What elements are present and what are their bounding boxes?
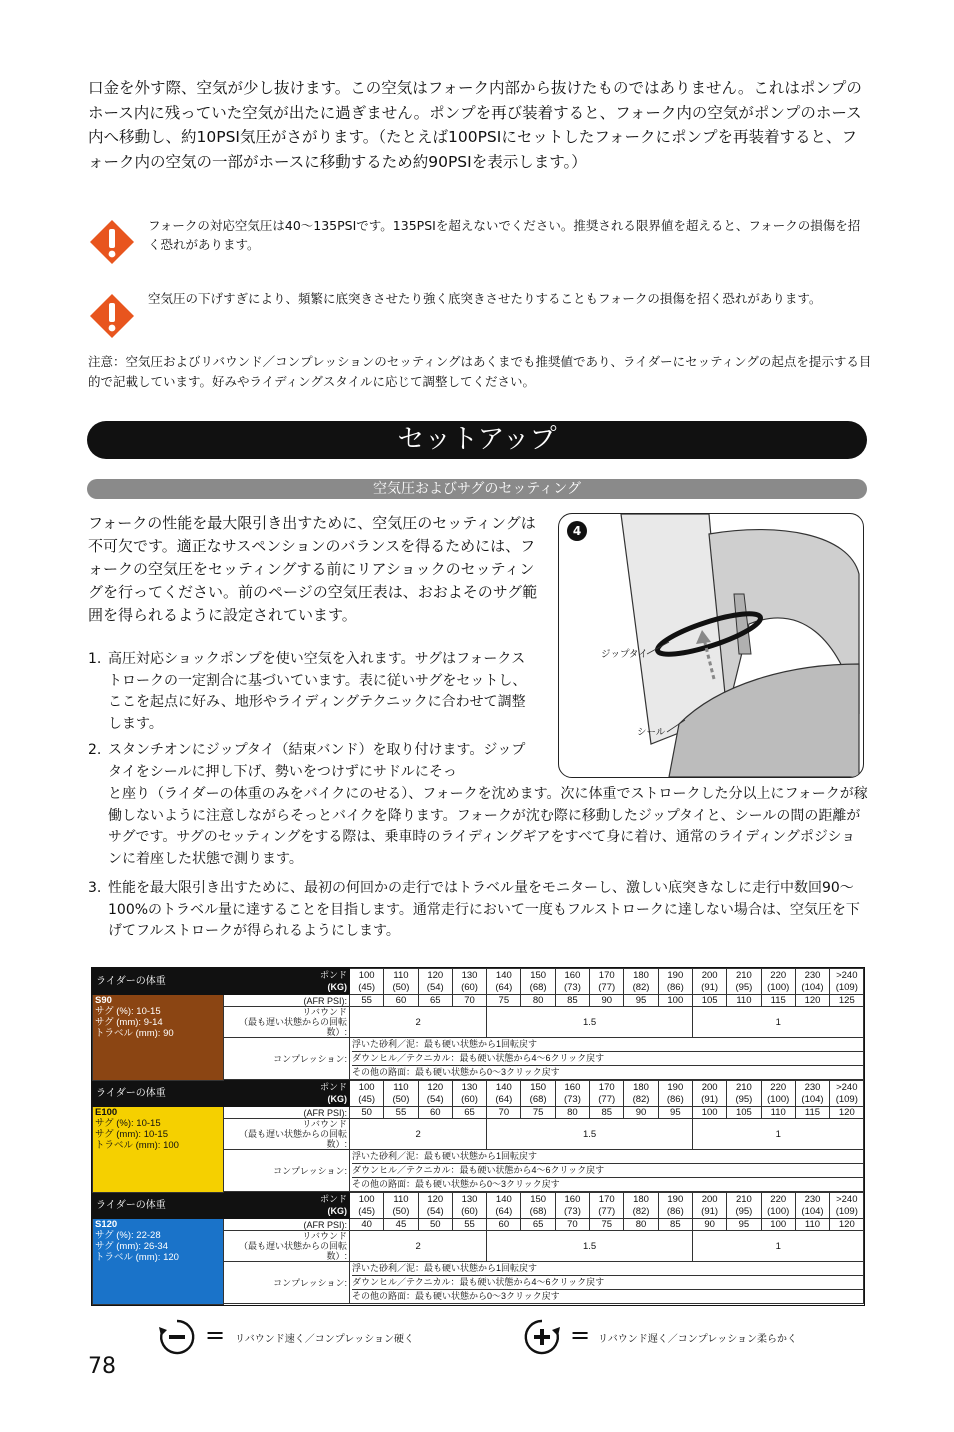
rebound-label-line: （最も遅い状態からの回転数）: — [238, 1129, 347, 1149]
weight-lb: 150 — [530, 1194, 547, 1205]
weight-unit — [224, 1081, 350, 1107]
unit-lb: ポンド — [319, 970, 347, 980]
compression-line: ダウンヒル／テクニカル：最も硬い状態から4〜6クリック戻す — [352, 1164, 863, 1178]
step-number: 2. — [88, 742, 102, 758]
weight-cell — [692, 969, 726, 995]
psi-cell: 120 — [795, 995, 829, 1007]
weight-kg: (100) — [767, 1093, 790, 1105]
weight-cell — [761, 1081, 795, 1107]
note-paragraph: 注意：空気圧およびリバウンド／コンプレッションのセッティングはあくまでも推奨値であり、ライダーにセッティングの起点を提示する目的で記載しています。好みやライディングスタイルに応じて調整してください。 — [88, 354, 872, 389]
weight-kg: (45) — [358, 1205, 376, 1217]
psi-cell: 60 — [418, 1107, 452, 1119]
rebound-cell: 2 — [350, 1007, 487, 1038]
weight-kg: (100) — [767, 1205, 790, 1217]
weight-kg: (91) — [701, 981, 719, 993]
weight-cell — [521, 1081, 555, 1107]
legend-text: リバウンド遅く／コンプレッション柔らかく — [598, 1334, 797, 1345]
weight-kg: (109) — [835, 1093, 858, 1105]
compression-line: その他の路面：最も硬い状態から0〜3クリック戻す — [352, 1179, 560, 1189]
spacer-cell — [795, 1304, 829, 1305]
weight-lb: 220 — [770, 1082, 787, 1093]
step-badge-number: 4 — [572, 524, 582, 538]
weight-lb: 100 — [358, 1082, 375, 1093]
spacer-cell — [521, 1304, 555, 1305]
weight-cell — [658, 1193, 692, 1219]
weight-kg: (54) — [426, 981, 444, 993]
psi-cell: 60 — [384, 995, 418, 1007]
subsection-title: 空気圧およびサグのセッティング — [87, 479, 867, 499]
weight-lb: 120 — [427, 1194, 444, 1205]
weight-lb: >240 — [836, 970, 858, 981]
psi-cell: 50 — [350, 1107, 384, 1119]
weight-kg: (68) — [529, 1205, 547, 1217]
weight-unit — [224, 969, 350, 995]
legend-text: リバウンド速く／コンプレッション硬く — [235, 1334, 414, 1345]
rebound-cell: 2 — [350, 1119, 487, 1150]
weight-kg: (73) — [563, 1093, 581, 1105]
weight-cell — [350, 1193, 384, 1219]
tuning-table — [91, 967, 865, 1306]
weight-cell — [590, 1193, 624, 1219]
rebound-label — [224, 1007, 350, 1038]
seal-label: シール — [637, 727, 666, 738]
weight-kg: (50) — [392, 981, 410, 993]
weight-cell — [350, 1081, 384, 1107]
psi-cell: 100 — [761, 1219, 795, 1231]
weight-cell — [624, 1081, 658, 1107]
spacer-cell — [761, 1304, 795, 1305]
psi-cell: 70 — [452, 995, 486, 1007]
step-text: スタンチオンにジップタイ（結束バンド）を取り付けます。ジップタイをシールに押し下げ、勢いをつけずにサドルにそっ — [108, 742, 526, 780]
psi-cell: 110 — [761, 1107, 795, 1119]
rebound-cell: 1.5 — [487, 1119, 693, 1150]
compression-label: コンプレッション: — [224, 1150, 350, 1192]
model-spec: トラベル (mm): 120 — [95, 1252, 179, 1263]
weight-kg: (60) — [461, 1093, 478, 1105]
spacer-cell — [830, 1304, 864, 1305]
weight-lb: 210 — [735, 1194, 752, 1205]
rebound-cell: 1 — [692, 1231, 863, 1262]
model-spec: サグ (%): 10-15 — [95, 1006, 161, 1017]
weight-lb: 230 — [804, 1194, 821, 1205]
unit-lb: ポンド — [319, 1082, 347, 1092]
psi-cell: 90 — [590, 995, 624, 1007]
psi-cell: 65 — [452, 1107, 486, 1119]
spacer-cell — [487, 1304, 521, 1305]
weight-cell — [418, 1081, 452, 1107]
psi-cell: 75 — [521, 1107, 555, 1119]
weight-header: ライダーの体重 — [93, 1193, 224, 1219]
psi-cell: 65 — [418, 995, 452, 1007]
compression-cell — [350, 1262, 864, 1304]
weight-kg: (50) — [392, 1093, 410, 1105]
rebound-cell: 2 — [350, 1231, 487, 1262]
compression-line: ダウンヒル／テクニカル：最も硬い状態から4〜6クリック戻す — [352, 1276, 863, 1290]
psi-cell: 115 — [795, 1107, 829, 1119]
weight-lb: 200 — [701, 970, 718, 981]
weight-cell — [555, 1081, 589, 1107]
weight-kg: (45) — [358, 981, 376, 993]
weight-cell — [452, 1081, 486, 1107]
model-cell — [93, 995, 224, 1081]
weight-cell — [487, 1081, 521, 1107]
psi-cell: 80 — [521, 995, 555, 1007]
weight-cell — [830, 969, 864, 995]
weight-kg: (68) — [529, 981, 547, 993]
weight-cell — [761, 1193, 795, 1219]
weight-cell — [555, 969, 589, 995]
weight-kg: (86) — [666, 1205, 684, 1217]
psi-cell: 85 — [590, 1107, 624, 1119]
weight-lb: 150 — [530, 970, 547, 981]
psi-cell: 90 — [624, 1107, 658, 1119]
spacer-cell — [658, 1304, 692, 1305]
weight-lb: 160 — [564, 1082, 581, 1093]
step-text: 性能を最大限引き出すために、最初の何回かの走行ではトラベル量をモニターし、激しい底突きなしに走行中数回90〜100%のトラベル量に達することを目指します。通常走行において一度もフルストロークに達しない場合は、空気圧を下げてフルストロークが得られるようにします。 — [108, 880, 860, 939]
weight-cell — [727, 969, 761, 995]
psi-cell: 70 — [487, 1107, 521, 1119]
psi-cell: 105 — [727, 1107, 761, 1119]
psi-cell: 105 — [692, 995, 726, 1007]
plus-knob-icon — [523, 1318, 561, 1356]
compression-line: 浮いた砂利／泥：最も硬い状態から1回転戻す — [352, 1150, 863, 1164]
weight-kg: (104) — [801, 981, 824, 993]
spacer-cell — [555, 1304, 589, 1305]
spacer-cell — [418, 1304, 452, 1305]
unit-kg: (KG) — [327, 1093, 347, 1104]
weight-lb: 140 — [495, 1194, 512, 1205]
psi-cell: 100 — [692, 1107, 726, 1119]
model-cell — [93, 1107, 224, 1193]
psi-cell: 40 — [350, 1219, 384, 1231]
weight-kg: (50) — [392, 1205, 410, 1217]
psi-cell: 55 — [452, 1219, 486, 1231]
model-spec: トラベル (mm): 90 — [95, 1028, 174, 1039]
weight-lb: 190 — [667, 970, 684, 981]
rebound-label — [224, 1119, 350, 1150]
weight-kg: (100) — [767, 981, 790, 993]
model-name: E100 — [95, 1107, 118, 1118]
weight-cell — [452, 1193, 486, 1219]
weight-cell — [795, 1081, 829, 1107]
weight-cell — [624, 1193, 658, 1219]
weight-lb: 150 — [530, 1082, 547, 1093]
step-text-continued: と座り（ライダーの体重のみをバイクにのせる）、フォークを沈めます。次に体重でストロークした分以上にフォークが稼働しないように注意しながらそっとバイクを降ります。フォークが沈む際に移動したジップタイと、シールの間の距離がサグです。サグのセッティングをする際は、乗車時のライディングギアをすべて身に着け、通常のライディングポジションに着座した状態で測ります。 — [108, 786, 868, 867]
body-paragraph: フォークの性能を最大限引き出すために、空気圧のセッティングは不可欠です。適正なサスペンションのバランスを得るためには、フォークの空気圧をセッティングする前にリアショックのセッティングを行ってください。前のページの空気圧表は、おおよそのサグ範囲を得られるように設定されています。 — [88, 514, 538, 624]
psi-cell: 90 — [692, 1219, 726, 1231]
weight-lb: 200 — [701, 1082, 718, 1093]
compression-line: その他の路面：最も硬い状態から0〜3クリック戻す — [352, 1291, 560, 1301]
psi-cell: 85 — [555, 995, 589, 1007]
weight-cell — [727, 1081, 761, 1107]
psi-cell: 95 — [727, 1219, 761, 1231]
psi-cell: 45 — [384, 1219, 418, 1231]
weight-kg: (82) — [632, 981, 650, 993]
rebound-cell: 1 — [692, 1119, 863, 1150]
weight-lb: >240 — [836, 1082, 858, 1093]
weight-cell — [555, 1193, 589, 1219]
section-title: セットアップ — [87, 421, 867, 459]
spacer-cell — [692, 1304, 726, 1305]
weight-lb: 190 — [667, 1194, 684, 1205]
spacer-cell — [384, 1304, 418, 1305]
warning-text: 空気圧の下げすぎにより、頻繁に底突きさせたり強く底突きさせたりすることもフォークの損傷を招く恐れがあります。 — [148, 291, 822, 306]
weight-kg: (77) — [598, 981, 616, 993]
model-spec: サグ (mm): 9-14 — [95, 1017, 163, 1028]
ziptie-label: ジップタイ — [601, 649, 648, 660]
step-text: 高圧対応ショックポンプを使い空気を入れます。サグはフォークストロークの一定割合に基づいています。表に従いサグをセットし、ここを起点に好み、地形やライディングテクニックに合わせて調整します。 — [108, 651, 527, 732]
psi-cell: 120 — [830, 1107, 864, 1119]
rebound-label-line: リバウンド — [302, 1231, 347, 1241]
weight-kg: (73) — [563, 1205, 581, 1217]
psi-cell: 120 — [830, 1219, 864, 1231]
weight-lb: 170 — [598, 970, 615, 981]
psi-cell: 95 — [658, 1107, 692, 1119]
psi-cell: 110 — [727, 995, 761, 1007]
weight-lb: 220 — [770, 1194, 787, 1205]
weight-kg: (104) — [801, 1205, 824, 1217]
weight-kg: (91) — [701, 1205, 719, 1217]
step-number: 1. — [88, 651, 102, 667]
weight-lb: 230 — [804, 970, 821, 981]
weight-lb: 140 — [495, 970, 512, 981]
weight-cell — [590, 1081, 624, 1107]
psi-cell: 65 — [521, 1219, 555, 1231]
weight-cell — [624, 969, 658, 995]
psi-cell: 70 — [555, 1219, 589, 1231]
psi-cell: 50 — [418, 1219, 452, 1231]
page-number: 78 — [88, 1354, 116, 1379]
model-spec: サグ (%): 10-15 — [95, 1118, 161, 1129]
rebound-cell: 1.5 — [487, 1231, 693, 1262]
psi-label: (AFR PSI): — [224, 1107, 350, 1119]
psi-label: (AFR PSI): — [224, 1219, 350, 1231]
weight-cell — [521, 969, 555, 995]
psi-cell: 75 — [487, 995, 521, 1007]
weight-kg: (45) — [358, 1093, 376, 1105]
weight-cell — [795, 1193, 829, 1219]
weight-kg: (95) — [735, 1093, 753, 1105]
compression-line: 浮いた砂利／泥：最も硬い状態から1回転戻す — [352, 1038, 863, 1052]
minus-knob-icon — [158, 1318, 196, 1356]
psi-cell: 75 — [590, 1219, 624, 1231]
rebound-label-line: （最も遅い状態からの回転数）: — [238, 1017, 347, 1037]
spacer-cell — [590, 1304, 624, 1305]
weight-cell — [521, 1193, 555, 1219]
weight-kg: (82) — [632, 1205, 650, 1217]
weight-cell — [350, 969, 384, 995]
psi-cell: 60 — [487, 1219, 521, 1231]
model-name: S120 — [95, 1219, 118, 1230]
psi-cell: 80 — [555, 1107, 589, 1119]
weight-lb: >240 — [836, 1194, 858, 1205]
weight-lb: 160 — [564, 1194, 581, 1205]
setup-figure — [558, 513, 864, 778]
unit-kg: (KG) — [327, 981, 347, 992]
weight-lb: 180 — [633, 1194, 649, 1205]
weight-cell — [727, 1193, 761, 1219]
weight-kg: (73) — [563, 981, 581, 993]
weight-kg: (60) — [461, 1205, 478, 1217]
weight-cell — [692, 1081, 726, 1107]
weight-kg: (64) — [495, 1093, 513, 1105]
weight-cell — [384, 1193, 418, 1219]
compression-cell — [350, 1038, 864, 1080]
spacer-cell — [624, 1304, 658, 1305]
model-spec: サグ (%): 22-28 — [95, 1230, 161, 1241]
warning-icon — [88, 218, 136, 266]
compression-line: 浮いた砂利／泥：最も硬い状態から1回転戻す — [352, 1262, 863, 1276]
psi-cell: 115 — [761, 995, 795, 1007]
psi-cell: 55 — [350, 995, 384, 1007]
weight-cell — [830, 1081, 864, 1107]
model-spec: サグ (mm): 26-34 — [95, 1241, 168, 1252]
weight-cell — [692, 1193, 726, 1219]
equals-sign: = — [570, 1321, 591, 1349]
psi-cell: 55 — [384, 1107, 418, 1119]
weight-kg: (77) — [598, 1205, 616, 1217]
weight-kg: (54) — [426, 1093, 444, 1105]
weight-lb: 130 — [461, 1194, 478, 1205]
unit-lb: ポンド — [319, 1194, 347, 1204]
psi-cell: 110 — [795, 1219, 829, 1231]
psi-cell: 85 — [658, 1219, 692, 1231]
spacer-cell — [350, 1304, 384, 1305]
weight-lb: 220 — [770, 970, 787, 981]
weight-kg: (109) — [835, 1205, 858, 1217]
weight-kg: (95) — [735, 1205, 753, 1217]
weight-kg: (95) — [735, 981, 753, 993]
weight-cell — [487, 969, 521, 995]
weight-lb: 100 — [358, 1194, 375, 1205]
weight-kg: (64) — [495, 1205, 513, 1217]
rebound-cell: 1 — [692, 1007, 863, 1038]
compression-label: コンプレッション: — [224, 1262, 350, 1304]
model-spec: トラベル (mm): 100 — [95, 1140, 179, 1151]
model-cell — [93, 1219, 224, 1305]
weight-lb: 110 — [393, 1082, 409, 1093]
step-number: 3. — [88, 880, 102, 896]
rebound-label-line: リバウンド — [302, 1007, 347, 1017]
compression-label: コンプレッション: — [224, 1038, 350, 1080]
unit-kg: (KG) — [327, 1205, 347, 1216]
weight-lb: 210 — [735, 970, 752, 981]
weight-kg: (68) — [529, 1093, 547, 1105]
psi-cell: 80 — [624, 1219, 658, 1231]
weight-cell — [384, 969, 418, 995]
weight-lb: 190 — [667, 1082, 684, 1093]
weight-lb: 180 — [633, 1082, 649, 1093]
weight-kg: (77) — [598, 1093, 616, 1105]
spacer-cell — [224, 1304, 350, 1305]
weight-kg: (109) — [835, 981, 858, 993]
weight-cell — [487, 1193, 521, 1219]
warning-icon — [88, 292, 136, 340]
weight-lb: 210 — [735, 1082, 752, 1093]
weight-kg: (54) — [426, 1205, 444, 1217]
psi-cell: 125 — [830, 995, 864, 1007]
weight-kg: (64) — [495, 981, 513, 993]
weight-lb: 230 — [804, 1082, 821, 1093]
rebound-cell: 1.5 — [487, 1007, 693, 1038]
weight-lb: 100 — [358, 970, 375, 981]
weight-header: ライダーの体重 — [93, 969, 224, 995]
weight-lb: 130 — [461, 970, 478, 981]
weight-lb: 140 — [495, 1082, 512, 1093]
weight-lb: 110 — [393, 970, 409, 981]
weight-lb: 170 — [598, 1194, 615, 1205]
spacer-cell — [452, 1304, 486, 1305]
weight-cell — [384, 1081, 418, 1107]
weight-cell — [418, 1193, 452, 1219]
weight-lb: 130 — [461, 1082, 478, 1093]
weight-lb: 120 — [427, 970, 444, 981]
compression-line: ダウンヒル／テクニカル：最も硬い状態から4〜6クリック戻す — [352, 1052, 863, 1066]
rebound-label-line: リバウンド — [302, 1119, 347, 1129]
weight-cell — [761, 969, 795, 995]
model-name: S90 — [95, 995, 112, 1006]
weight-lb: 200 — [701, 1194, 718, 1205]
weight-cell — [795, 969, 829, 995]
weight-lb: 160 — [564, 970, 581, 981]
weight-unit — [224, 1193, 350, 1219]
weight-cell — [830, 1193, 864, 1219]
psi-cell: 95 — [624, 995, 658, 1007]
equals-sign: = — [205, 1321, 226, 1349]
weight-lb: 110 — [393, 1194, 409, 1205]
intro-paragraph: 口金を外す際、空気が少し抜けます。この空気はフォーク内部から抜けたものではありません。これはポンプのホース内に残っていた空気が出たに過ぎません。ポンプを再び装着すると、フォーク内の空気がポンプのホース内へ移動し、約10PSI気圧がさがります。（たとえば100PSIにセットしたフォークにポンプを再装着すると、フォーク内の空気の一部がホースに移動するため約90PSIを表示します。） — [88, 79, 862, 171]
weight-kg: (104) — [801, 1093, 824, 1105]
weight-kg: (91) — [701, 1093, 719, 1105]
warning-text: フォークの対応空気圧は40〜135PSIです。135PSIを超えないでください。推奨される限界値を超えると、フォークの損傷を招く恐れがあります。 — [148, 218, 861, 252]
weight-cell — [658, 969, 692, 995]
model-spec: サグ (mm): 10-15 — [95, 1129, 168, 1140]
compression-line: その他の路面：最も硬い状態から0〜3クリック戻す — [352, 1067, 560, 1077]
rebound-label — [224, 1231, 350, 1262]
weight-cell — [590, 969, 624, 995]
weight-kg: (82) — [632, 1093, 650, 1105]
psi-label: (AFR PSI): — [224, 995, 350, 1007]
weight-lb: 170 — [598, 1082, 615, 1093]
weight-cell — [418, 969, 452, 995]
psi-cell: 100 — [658, 995, 692, 1007]
weight-cell — [658, 1081, 692, 1107]
weight-kg: (60) — [461, 981, 478, 993]
rebound-label-line: （最も遅い状態からの回転数）: — [238, 1241, 347, 1261]
weight-header: ライダーの体重 — [93, 1081, 224, 1107]
weight-kg: (86) — [666, 1093, 684, 1105]
weight-lb: 180 — [633, 970, 649, 981]
spacer-cell — [727, 1304, 761, 1305]
weight-cell — [452, 969, 486, 995]
weight-lb: 120 — [427, 1082, 444, 1093]
weight-kg: (86) — [666, 981, 684, 993]
compression-cell — [350, 1150, 864, 1192]
